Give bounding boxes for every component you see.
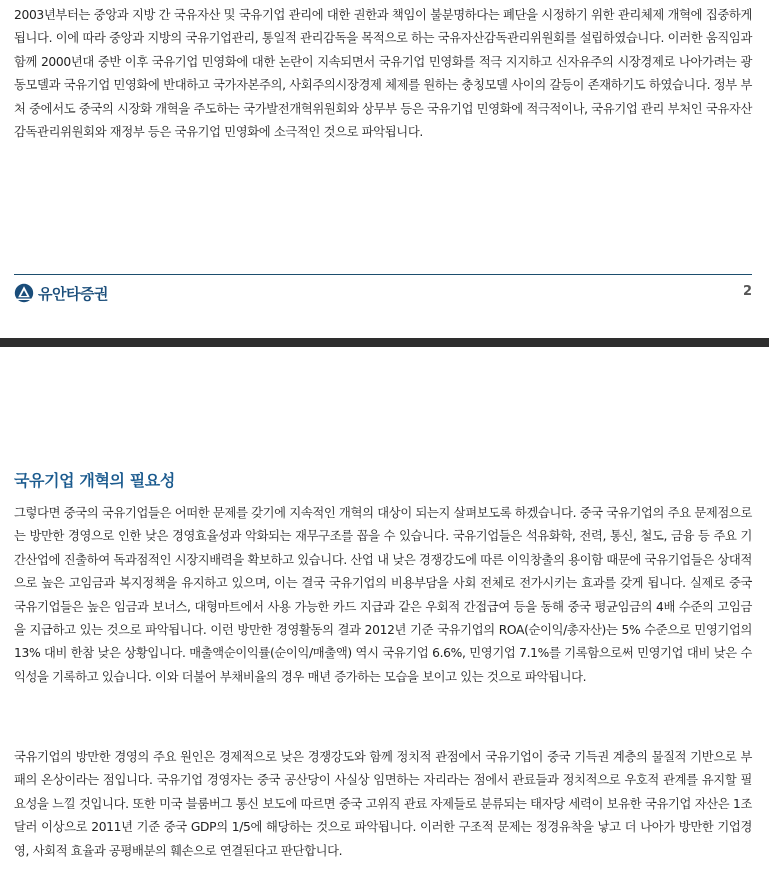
logo-text: 유안타증권 (38, 284, 108, 303)
body-paragraph: 국유기업의 방만한 경영의 주요 원인은 경제적으로 낮은 경쟁강도와 함께 정치적 관점에서 국유기업이 중국 기득권 계층의 물질적 기반으로 부패의 온상이라는 점입니다. 국유기업 경영자는 중국 공산당이 사실상 임면하는 자리라는 점에서 관료들과 정치적으로 우호적 관계를 유지할 필요성을 느낄 것입니다. 또한 미국 블룸버그 통신 보도에 따르면 중국 고위직 관료 자제들로 분류되는 태자당 세력이 보유한 국유기업 자산은 1조 달러 이상으로 2011년 기준 중국 GDP의 1/5에 해당하는 것으로 파악됩니다. 이러한 구조적 문제는 정경유착을 낳고 더 나아가 방만한 기업경영, 사회적 효율과 공평배분의 훼손으로 연결된다고 판단합니다. (14, 750, 752, 858)
brand-logo (14, 282, 108, 304)
page-1 (0, 0, 769, 338)
footer-divider (14, 274, 752, 275)
body-paragraph: 그렇다면 중국의 국유기업들은 어떠한 문제를 갖기에 지속적인 개혁의 대상이 되는지 살펴보도록 하겠습니다. 중국 국유기업의 주요 문제점으로는 방만한 경영으로 인한 낮은 경영효율성과 악화되는 재무구조를 꼽을 수 있습니다. 국유기업들은 석유화학, 전력, 통신, 철도, 금융 등 주요 기간산업에 진출하여 독과점적인 시장지배력을 확보하고 있습니다. 산업 내 낮은 경쟁강도에 따른 이익창출의 용이함 때문에 국유기업들은 상대적으로 높은 고임금과 복지정책을 유지하고 있으며, 이는 결국 국유기업의 비용부담을 사회 전체로 전가시키는 효과를 갖게 됩니다. 실제로 중국 국유기업들은 높은 임금과 보너스, 대형마트에서 사용 가능한 카드 지급과 같은 우회적 간접급여 등을 동해 중국 평균임금의 4배 수준의 고임금을 지급하고 있는 것으로 파악됩니다. 이런 방만한 경영활동의 결과 2012년 기준 국유기업의 ROA(순이익/총자산)는 5% 수준으로 민영기업의 13% 대비 한참 낮은 상황입니다. 매출액순이익률(순이익/매출액) 역시 국유기업 6.6%, 민영기업 7.1%를 기록함으로써 민영기업 대비 낮은 수익성을 기록하고 있습니다. 이와 더불어 부채비율의 경우 매년 증가하는 모습을 보이고 있는 것으로 파악됩니다. (14, 506, 752, 684)
section-title: 국유기업 개혁의 필요성 (14, 471, 175, 490)
page-divider (0, 338, 769, 347)
body-paragraph: 2003년부터는 중앙과 지방 간 국유자산 및 국유기업 관리에 대한 권한과 책임이 불분명하다는 폐단을 시정하기 위한 관리체제 개혁에 집중하게 됩니다. 이에 따라 중앙과 지방의 국유기업관리, 통일적 관리감독을 목적으로 하는 국유자산감독관리위원회를 설립하였습니다. 이러한 움직임과 함께 2000년대 중반 이후 국유기업 민영화에 대한 논란이 지속되면서 국유기업 민영화를 적극 지지하고 신자유주의 시장경제로 나아가려는 광동모델과 국유기업 민영화에 반대하고 국가자본주의, 사회주의시장경제 체제를 원하는 충칭모델 사이의 갈등이 존재하기도 하였습니다. 정부 부처 중에서도 중국의 시장화 개혁을 주도하는 국가발전개혁위원회와 상무부 등은 국유기업 민영화에 적극적이나, 국유기업 관리 부처인 국유자산감독관리위원회와 재정부 등은 국유기업 민영화에 소극적인 것으로 파악됩니다. (14, 8, 752, 140)
page-number: 2 (742, 284, 752, 299)
yuanta-logo-icon (14, 283, 34, 303)
